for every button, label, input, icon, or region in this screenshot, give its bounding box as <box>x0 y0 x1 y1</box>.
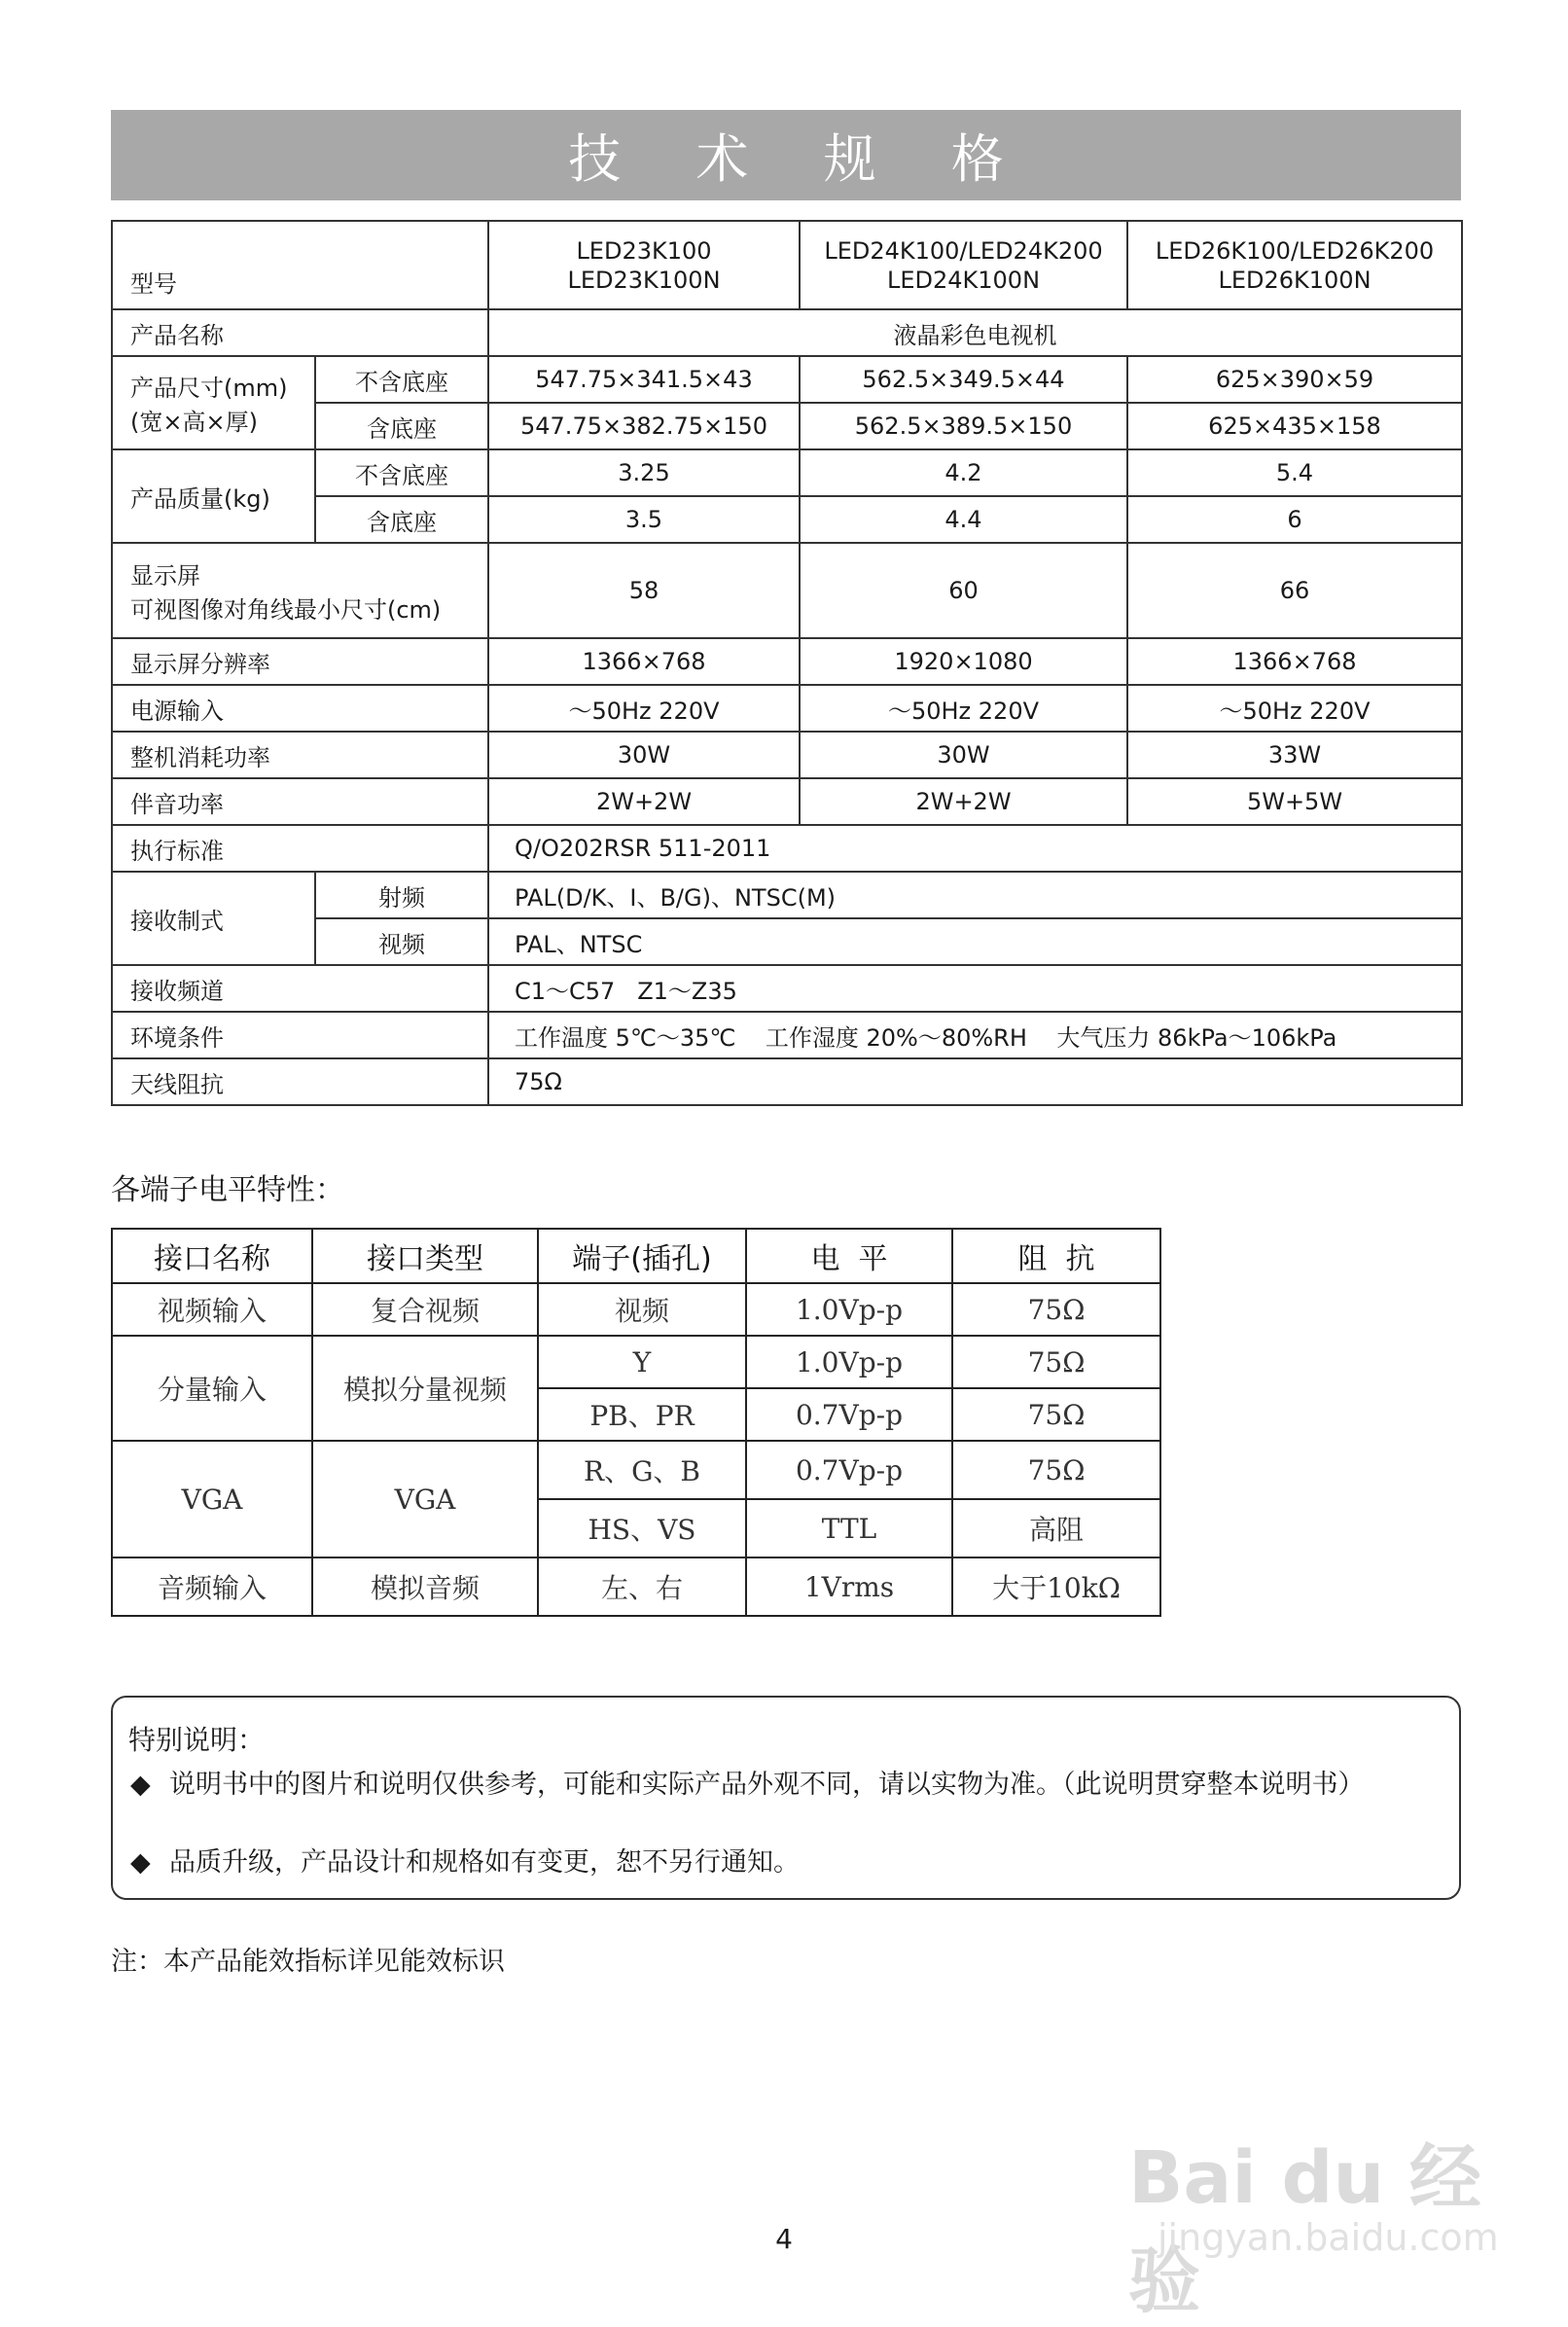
cell-value: 5W+5W <box>1127 778 1462 825</box>
ports-table <box>111 1228 1161 1617</box>
row-label: 接收频道 <box>112 965 488 1012</box>
port-name: 视频输入 <box>112 1283 312 1336</box>
channels-value: C1～C57 Z1～Z35 <box>488 965 1462 1012</box>
port-terminal: 视频 <box>538 1283 746 1336</box>
table-row <box>112 965 1462 1012</box>
reception-label: 接收制式 <box>112 872 315 965</box>
table-row <box>112 1283 1160 1336</box>
column-header: 端子(插孔) <box>538 1229 746 1283</box>
cell-value: 30W <box>488 732 800 778</box>
page-title-bar <box>111 110 1461 200</box>
notice-item-text: 品质升级，产品设计和规格如有变更，恕不另行通知。 <box>169 1847 800 1878</box>
row-label: 执行标准 <box>112 825 488 872</box>
sub-label: 含底座 <box>315 403 488 449</box>
port-terminal: PB、PR <box>538 1388 746 1441</box>
cell-value: ～50Hz 220V <box>800 685 1127 732</box>
cell-value: 1366×768 <box>1127 638 1462 685</box>
table-row <box>112 825 1462 872</box>
port-type: VGA <box>312 1441 538 1557</box>
video-value: PAL、NTSC <box>488 918 1462 965</box>
cell-value: 3.5 <box>488 496 800 543</box>
port-impedance: 75Ω <box>952 1388 1160 1441</box>
model-name: LED23K100N <box>567 266 721 294</box>
cell-value: 547.75×382.75×150 <box>488 403 800 449</box>
model-name: LED24K100/LED24K200 <box>824 236 1103 265</box>
model-cell <box>800 221 1127 309</box>
table-row <box>112 1058 1462 1105</box>
special-notice-box <box>111 1696 1461 1900</box>
product-name-value: 液晶彩色电视机 <box>488 309 1462 356</box>
table-row <box>112 449 1462 496</box>
row-label: 伴音功率 <box>112 778 488 825</box>
page-title: 技 术 规 格 <box>568 128 1033 190</box>
port-name: 音频输入 <box>112 1557 312 1616</box>
port-level: 1.0Vp-p <box>746 1283 952 1336</box>
size-label <box>112 356 315 449</box>
table-row <box>112 1441 1160 1499</box>
screen-label-line: 显示屏 <box>130 562 200 590</box>
cell-value: 33W <box>1127 732 1462 778</box>
port-level: 1.0Vp-p <box>746 1336 952 1388</box>
table-row <box>112 872 1462 918</box>
port-terminal: HS、VS <box>538 1499 746 1557</box>
port-impedance: 大于10kΩ <box>952 1557 1160 1616</box>
table-row <box>112 1557 1160 1616</box>
row-label: 显示屏分辨率 <box>112 638 488 685</box>
port-impedance: 75Ω <box>952 1336 1160 1388</box>
diamond-bullet-icon: ◆ <box>130 1770 151 1800</box>
ports-section-title: 各端子电平特性： <box>111 1173 344 1207</box>
row-label: 整机消耗功率 <box>112 732 488 778</box>
notice-item <box>130 1766 1434 1805</box>
cell-value: 2W+2W <box>488 778 800 825</box>
sub-label: 视频 <box>315 918 488 965</box>
cell-value: 4.4 <box>800 496 1127 543</box>
port-type: 复合视频 <box>312 1283 538 1336</box>
environment-value: 工作温度 5℃～35℃ 工作湿度 20%～80%RH 大气压力 86kPa～106kPa <box>488 1012 1462 1058</box>
model-label: 型号 <box>112 221 488 309</box>
port-impedance: 75Ω <box>952 1283 1160 1336</box>
table-row <box>112 403 1462 449</box>
table-row <box>112 221 1462 309</box>
table-row <box>112 638 1462 685</box>
energy-note: 注：本产品能效指标详见能效标识 <box>111 1947 505 1977</box>
cell-value: 5.4 <box>1127 449 1462 496</box>
sub-label: 射频 <box>315 872 488 918</box>
port-terminal: Y <box>538 1336 746 1388</box>
table-row <box>112 918 1462 965</box>
sub-label: 不含底座 <box>315 356 488 403</box>
standard-value: Q/O202RSR 511-2011 <box>488 825 1462 872</box>
port-level: TTL <box>746 1499 952 1557</box>
cell-value: 1366×768 <box>488 638 800 685</box>
sub-label: 含底座 <box>315 496 488 543</box>
weight-label: 产品质量(kg) <box>112 449 315 543</box>
model-cell <box>1127 221 1462 309</box>
cell-value: 2W+2W <box>800 778 1127 825</box>
column-header: 接口类型 <box>312 1229 538 1283</box>
model-name: LED26K100/LED26K200 <box>1155 236 1435 265</box>
notice-item-text: 说明书中的图片和说明仅供参考，可能和实际产品外观不同，请以实物为准。（此说明贯穿整本说明书） <box>169 1770 1365 1800</box>
model-name: LED23K100 <box>576 236 712 265</box>
port-impedance: 高阻 <box>952 1499 1160 1557</box>
cell-value: 6 <box>1127 496 1462 543</box>
row-label: 环境条件 <box>112 1012 488 1058</box>
cell-value: ～50Hz 220V <box>1127 685 1462 732</box>
cell-value: 547.75×341.5×43 <box>488 356 800 403</box>
table-row <box>112 732 1462 778</box>
port-level: 1Vrms <box>746 1557 952 1616</box>
cell-value: 562.5×389.5×150 <box>800 403 1127 449</box>
model-name: LED26K100N <box>1218 266 1372 294</box>
table-row <box>112 309 1462 356</box>
row-label: 产品名称 <box>112 309 488 356</box>
table-row <box>112 543 1462 638</box>
port-impedance: 75Ω <box>952 1441 1160 1499</box>
cell-value: ～50Hz 220V <box>488 685 800 732</box>
port-name: VGA <box>112 1441 312 1557</box>
cell-value: 625×435×158 <box>1127 403 1462 449</box>
cell-value: 66 <box>1127 543 1462 638</box>
port-type: 模拟音频 <box>312 1557 538 1616</box>
screen-label <box>112 543 488 638</box>
cell-value: 30W <box>800 732 1127 778</box>
antenna-value: 75Ω <box>488 1058 1462 1105</box>
page-number: 4 <box>775 2223 793 2255</box>
cell-value: 562.5×349.5×44 <box>800 356 1127 403</box>
table-row <box>112 1336 1160 1388</box>
table-row <box>112 1012 1462 1058</box>
table-row <box>112 685 1462 732</box>
port-name: 分量输入 <box>112 1336 312 1441</box>
port-level: 0.7Vp-p <box>746 1388 952 1441</box>
size-label-line: (宽×高×厚) <box>130 409 258 436</box>
row-label: 电源输入 <box>112 685 488 732</box>
watermark-url: jingyan.baidu.com <box>1158 2216 1499 2259</box>
cell-value: 1920×1080 <box>800 638 1127 685</box>
cell-value: 58 <box>488 543 800 638</box>
column-header: 接口名称 <box>112 1229 312 1283</box>
port-type: 模拟分量视频 <box>312 1336 538 1441</box>
notice-item <box>130 1844 1434 1882</box>
screen-label-line: 可视图像对角线最小尺寸(cm) <box>130 596 442 624</box>
cell-value: 4.2 <box>800 449 1127 496</box>
port-terminal: R、G、B <box>538 1441 746 1499</box>
sub-label: 不含底座 <box>315 449 488 496</box>
table-row <box>112 778 1462 825</box>
cell-value: 3.25 <box>488 449 800 496</box>
model-name: LED24K100N <box>886 266 1041 294</box>
watermark-brand: Bai du 经验 <box>1128 2136 1481 2323</box>
cell-value: 625×390×59 <box>1127 356 1462 403</box>
port-level: 0.7Vp-p <box>746 1441 952 1499</box>
size-label-line: 产品尺寸(mm) <box>130 375 288 402</box>
table-row <box>112 356 1462 403</box>
column-header: 电 平 <box>746 1229 952 1283</box>
model-cell <box>488 221 800 309</box>
rf-value: PAL(D/K、I、B/G)、NTSC(M) <box>488 872 1462 918</box>
table-row <box>112 496 1462 543</box>
row-label: 天线阻抗 <box>112 1058 488 1105</box>
notice-title: 特别说明： <box>128 1724 266 1756</box>
spec-table <box>111 220 1463 1106</box>
column-header: 阻 抗 <box>952 1229 1160 1283</box>
table-header-row <box>112 1229 1160 1283</box>
port-terminal: 左、右 <box>538 1557 746 1616</box>
cell-value: 60 <box>800 543 1127 638</box>
diamond-bullet-icon: ◆ <box>130 1847 151 1878</box>
